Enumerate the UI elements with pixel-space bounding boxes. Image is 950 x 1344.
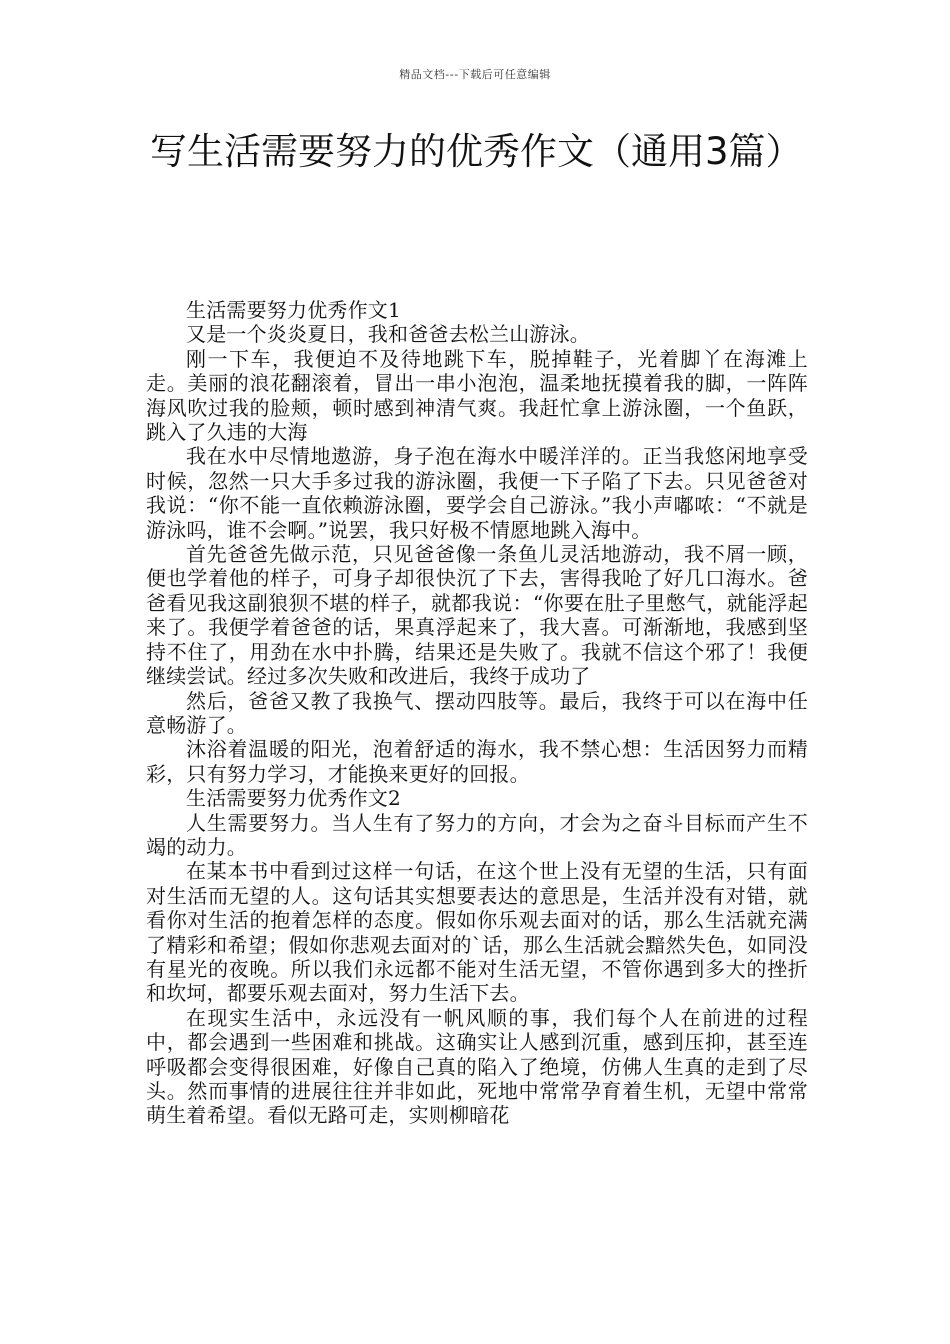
paragraph: 在现实生活中，永远没有一帆风顺的事，我们每个人在前进的过程中，都会遇到一些困难和挑战。这确实让人感到沉重，感到压抑，甚至连呼吸都会变得很困难，好像自己真的陷入了绝境，仿佛人生真的走到了尽头。然而事情的进展往往并非如此，死地中常常孕育着生机，无望中常常萌生着希望。看似无路可走，实则柳暗花 [146, 1005, 808, 1128]
paragraph: 刚一下车，我便迫不及待地跳下车，脱掉鞋子，光着脚丫在海滩上走。美丽的浪花翻滚着，冒出一串小泡泡，温柔地抚摸着我的脚，一阵阵海风吹过我的脸颊，顿时感到神清气爽。我赶忙拿上游泳圈，一个鱼跃，跳入了久违的大海 [146, 346, 808, 445]
paragraph: 我在水中尽情地遨游，身子泡在海水中暖洋洋的。正当我悠闲地享受时候，忽然一只大手多过我的游泳圈，我便一下子陷了下去。只见爸爸对我说：“你不能一直依赖游泳圈，要学会自己游泳。”我小声嘟哝：“不就是游泳吗，谁不会啊。”说罢，我只好极不情愿地跳入海中。 [146, 444, 808, 542]
section-heading-1: 生活需要努力优秀作文1 [186, 298, 401, 322]
document-title: 写生活需要努力的优秀作文（通用3篇） [150, 130, 803, 173]
paragraph: 然后，爸爸又教了我换气、摆动四肢等。最后，我终于可以在海中任意畅游了。 [146, 688, 808, 737]
paragraph: 人生需要努力。当人生有了努力的方向，才会为之奋斗目标而产生不竭的动力。 [146, 810, 808, 859]
paragraph: 沐浴着温暖的阳光，泡着舒适的海水，我不禁心想：生活因努力而精彩，只有努力学习，才能换来更好的回报。 [146, 737, 808, 786]
header-note: 精品文档---下载后可任意编辑 [399, 68, 551, 81]
paragraph: 在某本书中看到过这样一句话，在这个世上没有无望的生活，只有面对生活而无望的人。这句话其实想要表达的意思是，生活并没有对错，就看你对生活的抱着怎样的态度。假如你乐观去面对的话，那么生活就充满了精彩和希望；假如你悲观去面对的`话，那么生活就会黯然失色，如同没有星光的夜晚。所以我们永远都不能对生活无望，不管你遇到多大的挫折和坎坷，都要乐观去面对，努力生活下去。 [146, 859, 808, 1006]
section-heading-2: 生活需要努力优秀作文2 [186, 786, 401, 811]
paragraph: 又是一个炎炎夏日，我和爸爸去松兰山游泳。 [186, 322, 590, 347]
document-body [146, 298, 808, 1128]
paragraph: 首先爸爸先做示范，只见爸爸像一条鱼儿灵活地游动，我不屑一顾，便也学着他的样子，可身子却很快沉了下去，害得我呛了好几口海水。爸爸看见我这副狼狈不堪的样子，就都我说：“你要在肚子里憋气，就能浮起来了。我便学着爸爸的话，果真浮起来了，我大喜。可渐渐地，我感到坚持不住了，用劲在水中扑腾，结果还是失败了。我就不信这个邪了！我便继续尝试。经过多次失败和改进后，我终于成功了 [146, 542, 808, 689]
